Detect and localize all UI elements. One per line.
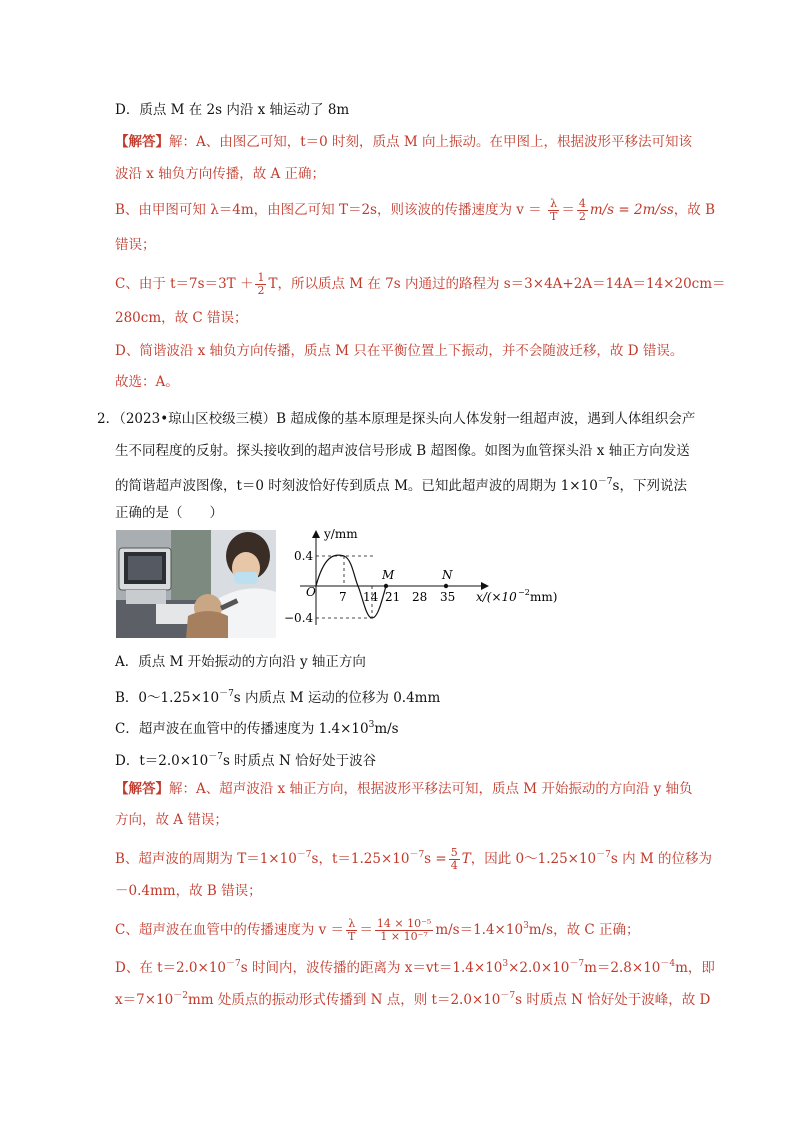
y-min-label: −0.4 bbox=[284, 611, 314, 625]
exponent: －7 bbox=[596, 850, 611, 860]
q2-option-b bbox=[115, 685, 440, 707]
exponent: －7 bbox=[409, 850, 425, 860]
exponent: 3 bbox=[502, 959, 509, 969]
text: T bbox=[461, 851, 471, 867]
answer-text: 解：A、超声波沿 x 轴正方向，根据波形平移法可知，质点 M 开始振动的方向沿 y 轴负 bbox=[169, 781, 693, 797]
text: C、超声波在血管中的传播速度为 v ＝ bbox=[115, 922, 345, 938]
answer-tag: 【解答】 bbox=[115, 134, 169, 150]
wave-graph-svg bbox=[280, 525, 580, 640]
q2-stem-line1 bbox=[97, 410, 695, 428]
text: 的简谐超声波图像，t＝0 时刻波恰好传到质点 M。已知此超声波的周期为 1×10 bbox=[115, 478, 598, 494]
point-m-label: M bbox=[382, 568, 395, 582]
q2-stem-line4: 正确的是（ ） bbox=[115, 505, 223, 521]
numerator: 1 bbox=[257, 271, 265, 284]
denominator: 2 bbox=[578, 210, 586, 223]
exponent: －7 bbox=[569, 959, 585, 969]
question-number: 2． bbox=[97, 411, 120, 427]
q2-stem-line3 bbox=[115, 473, 687, 495]
tick-label: 14 bbox=[363, 590, 379, 604]
q2-option-a: A．质点 M 开始振动的方向沿 y 轴正方向 bbox=[115, 654, 366, 670]
q1-answer-line2: 波沿 x 轴负方向传播，故 A 正确； bbox=[115, 166, 326, 182]
ultrasound-photo bbox=[116, 530, 276, 638]
fraction bbox=[346, 918, 357, 943]
denominator: 4 bbox=[450, 859, 458, 872]
text: m/s = 2m/ss bbox=[589, 202, 674, 218]
exponent: －4 bbox=[660, 959, 676, 969]
text: s 内质点 M 运动的位移为 0.4mm bbox=[233, 690, 441, 706]
exponent: －7 bbox=[500, 991, 516, 1001]
tick-label: 21 bbox=[385, 590, 401, 604]
text: x＝7×10 bbox=[115, 992, 174, 1008]
text: C．超声波在血管中的传播速度为 1.4×10 bbox=[115, 721, 369, 737]
numerator: λ bbox=[346, 918, 357, 931]
exponent: －7 bbox=[219, 689, 234, 699]
wave-curve-full bbox=[316, 555, 386, 618]
equals: ＝ bbox=[359, 922, 373, 938]
text: s 时质点 N 恰好处于波峰，故 D bbox=[515, 992, 711, 1008]
origin-label: O bbox=[306, 585, 316, 599]
q2-answer-c bbox=[115, 917, 640, 943]
point-m bbox=[384, 584, 388, 588]
text: m/s，故 C 正确； bbox=[528, 922, 640, 938]
q2-answer-d-line2 bbox=[115, 987, 710, 1009]
q1-answer-d: D、简谐波沿 x 轴负方向传播，质点 M 只在平衡位置上下振动，并不会随波迁移，故 D 错误。 bbox=[115, 343, 684, 359]
text: s 内 M 的位移为 bbox=[610, 851, 713, 867]
x-axis-label-unit: mm) bbox=[530, 590, 558, 604]
q1-answer-c-line1 bbox=[115, 272, 726, 297]
numerator: 5 bbox=[450, 846, 458, 859]
text: D．t＝2.0×10 bbox=[115, 753, 209, 769]
point-n-label: N bbox=[442, 568, 453, 582]
text: （2023•琼山区校级三模）B 超成像的基本原理是探头向人体发射一组超声波，遇到人体组织会产 bbox=[119, 411, 696, 427]
text: D、在 t＝2.0×10 bbox=[115, 960, 226, 976]
q2-stem-line2: 生不同程度的反射。探头接收到的超声波信号形成 B 超图像。如图为血管探头沿 x 轴正方向发送 bbox=[115, 443, 690, 459]
answer-text: 解：A、由图乙可知，t＝0 时刻，质点 M 向上振动。在甲图上，根据波形平移法可知该 bbox=[169, 134, 692, 150]
q1-option-d: D．质点 M 在 2s 内沿 x 轴运动了 8m bbox=[115, 102, 350, 118]
text: s 时间内，波传播的距离为 x＝vt＝1.4×10 bbox=[240, 960, 503, 976]
text: B、由甲图可知 λ＝4m，由图乙可知 T＝2s，则该波的传播速度为 v ＝ bbox=[115, 202, 542, 218]
tick-label: 7 bbox=[339, 590, 347, 604]
exponent: －7 bbox=[226, 959, 241, 969]
y-max-label: 0.4 bbox=[294, 549, 314, 563]
answer-tag: 【解答】 bbox=[115, 781, 169, 797]
wave-graph bbox=[280, 525, 580, 640]
denominator: 2 bbox=[257, 284, 265, 297]
fraction bbox=[375, 918, 433, 943]
text: C、由于 t＝7s＝3T ＋ bbox=[115, 276, 254, 292]
equals: ＝ bbox=[561, 202, 575, 218]
fraction bbox=[255, 272, 266, 297]
text: s，下列说法 bbox=[612, 478, 687, 494]
text: m/s bbox=[374, 721, 399, 737]
text: B、超声波的周期为 T＝1×10 bbox=[115, 851, 297, 867]
numerator: 4 bbox=[578, 197, 586, 210]
fraction bbox=[548, 198, 559, 223]
exponent: －7 bbox=[296, 850, 312, 860]
q2-answer-b-line2: －0.4mm，故 B 错误； bbox=[115, 883, 262, 899]
fraction bbox=[449, 847, 460, 872]
text: m，即 bbox=[675, 960, 715, 976]
denominator: 1 × 10⁻⁷ bbox=[380, 930, 428, 943]
fraction bbox=[577, 198, 588, 223]
x-axis-label: x/(×10 bbox=[476, 590, 517, 604]
exponent: －7 bbox=[597, 477, 613, 487]
numerator: λ bbox=[548, 198, 559, 211]
text: B．0～1.25×10 bbox=[115, 690, 220, 706]
q2-option-d bbox=[115, 748, 376, 770]
exponent: 3 bbox=[368, 720, 375, 730]
q1-answer-c-line2: 280cm，故 C 错误； bbox=[115, 310, 248, 326]
y-axis-label: y/mm bbox=[324, 527, 358, 541]
text: mm 处质点的振动形式传播到 N 点，则 t＝2.0×10 bbox=[187, 992, 501, 1008]
q1-choice: 故选：A。 bbox=[115, 374, 179, 390]
exponent: －2 bbox=[173, 991, 188, 1001]
tick-label: 28 bbox=[412, 590, 428, 604]
q2-answer-d-line1 bbox=[115, 955, 715, 977]
text: s = bbox=[424, 851, 447, 867]
tick-label: 35 bbox=[440, 590, 456, 604]
denominator: T bbox=[549, 210, 558, 223]
denominator: T bbox=[348, 930, 356, 943]
q2-option-c bbox=[115, 716, 399, 738]
ultrasound-photo-image bbox=[116, 530, 276, 638]
text: s 时质点 N 恰好处于波谷 bbox=[222, 753, 377, 769]
point-n bbox=[444, 584, 448, 588]
text: ，因此 0～1.25×10 bbox=[470, 851, 597, 867]
numerator: 14 × 10⁻⁵ bbox=[376, 917, 432, 930]
text: m/s＝1.4×10 bbox=[435, 922, 524, 938]
q2-answer-b-line1 bbox=[115, 846, 712, 872]
q2-answer-line2: 方向，故 A 错误； bbox=[115, 812, 228, 828]
q1-answer-line1 bbox=[115, 133, 692, 151]
text: T，所以质点 M 在 7s 内通过的路程为 s＝3×4A+2A＝14A＝14×20cm＝ bbox=[268, 276, 726, 292]
exponent: 3 bbox=[523, 921, 529, 931]
q1-answer-b-line1 bbox=[115, 198, 715, 223]
x-axis-label-exponent: −2 bbox=[518, 588, 530, 597]
q2-answer-line1 bbox=[115, 780, 693, 798]
q1-answer-b-line2: 错误； bbox=[115, 237, 156, 253]
text: s，t＝1.25×10 bbox=[311, 851, 410, 867]
exponent: －7 bbox=[208, 752, 223, 762]
text: m＝2.8×10 bbox=[584, 960, 661, 976]
text: ×2.0×10 bbox=[508, 960, 570, 976]
text: ，故 B bbox=[673, 202, 716, 218]
